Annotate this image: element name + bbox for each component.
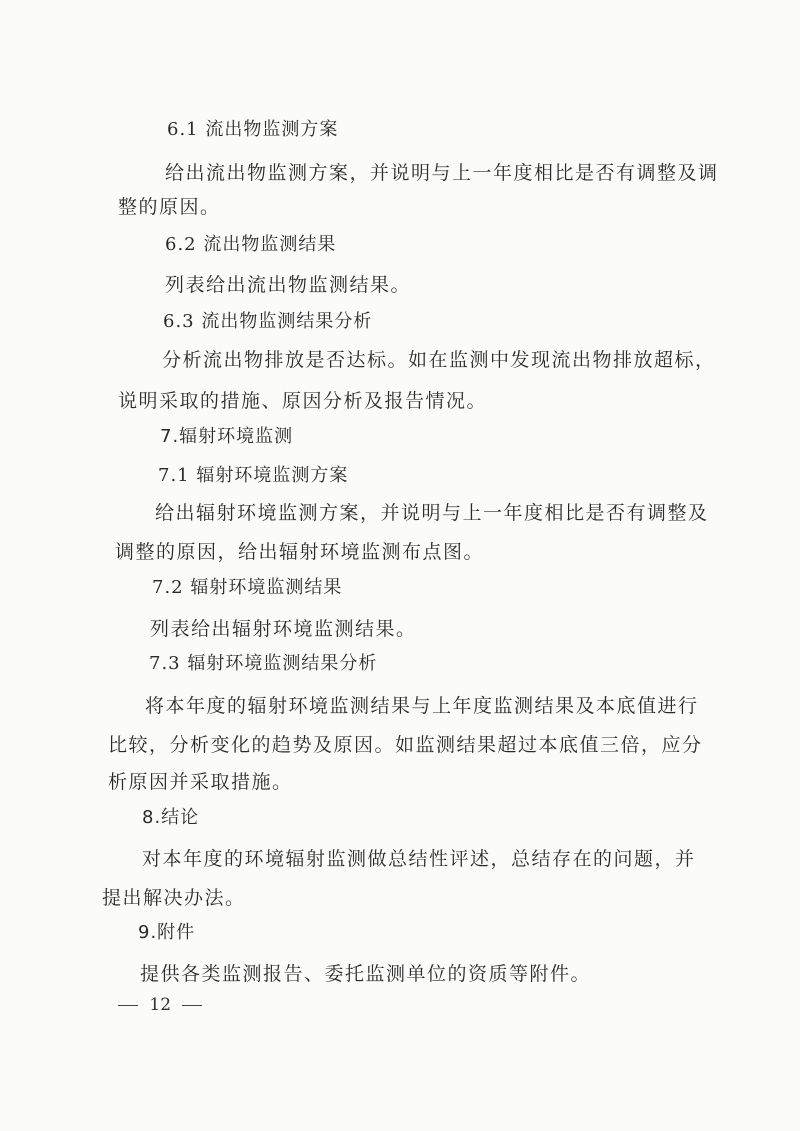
- section-6-3-paragraph-line-2: 说明采取的措施、原因分析及报告情况。: [118, 390, 488, 412]
- section-6-3-paragraph-line-1: 分析流出物排放是否达标。如在监测中发现流出物排放超标，: [162, 349, 716, 371]
- section-6-3-heading: 6.3 流出物监测结果分析: [163, 311, 373, 332]
- section-6-2-paragraph: 列表给出流出物监测结果。: [165, 274, 412, 296]
- section-7-3-paragraph-line-3: 析原因并采取措施。: [108, 771, 293, 793]
- section-7-2-heading: 7.2 辐射环境监测结果: [152, 577, 343, 598]
- section-7-heading: 7.辐射环境监测: [160, 426, 294, 447]
- section-7-3-paragraph-line-1: 将本年度的辐射环境监测结果与上年度监测结果及本底值进行: [145, 695, 699, 717]
- footer-dash-right: [182, 1005, 202, 1006]
- footer-dash-left: [118, 1005, 138, 1006]
- section-7-1-heading: 7.1 辐射环境监测方案: [158, 465, 349, 486]
- section-9-heading: 9.附件: [138, 922, 196, 943]
- section-7-1-paragraph-line-1: 给出辐射环境监测方案，并说明与上一年度相比是否有调整及: [155, 502, 709, 524]
- section-6-1-paragraph-line-2: 整的原因。: [118, 196, 221, 218]
- section-6-2-heading: 6.2 流出物监测结果: [165, 234, 337, 255]
- section-9-paragraph: 提供各类监测报告、委托监测单位的资质等附件。: [140, 963, 592, 985]
- section-7-2-paragraph: 列表给出辐射环境监测结果。: [150, 618, 417, 640]
- section-7-3-paragraph-line-2: 比较，分析变化的趋势及原因。如监测结果超过本底值三倍，应分: [108, 734, 703, 756]
- section-7-3-heading: 7.3 辐射环境监测结果分析: [149, 653, 378, 674]
- section-8-heading: 8.结论: [142, 807, 200, 828]
- section-7-1-paragraph-line-2: 调整的原因，给出辐射环境监测布点图。: [115, 541, 485, 563]
- section-6-1-heading: 6.1 流出物监测方案: [167, 119, 339, 140]
- section-6-1-paragraph-line-1: 给出流出物监测方案，并说明与上一年度相比是否有调整及调: [165, 162, 719, 184]
- page-footer: [112, 995, 208, 1015]
- section-8-paragraph-line-2: 提出解决办法。: [102, 887, 246, 909]
- section-8-paragraph-line-1: 对本年度的环境辐射监测做总结性评述，总结存在的问题，并: [142, 848, 696, 870]
- page-number: 12: [149, 995, 172, 1015]
